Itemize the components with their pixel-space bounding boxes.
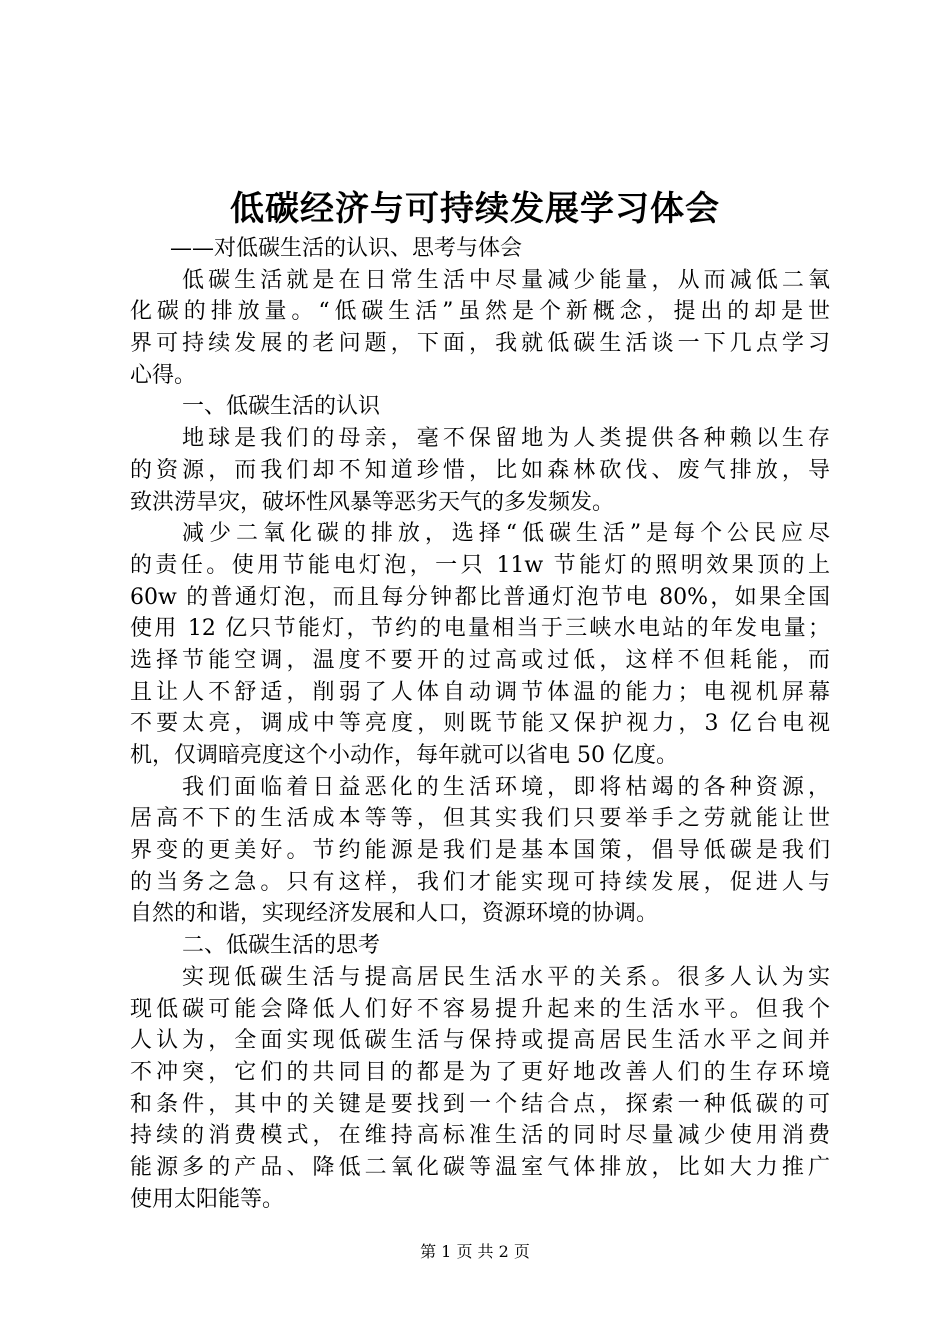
body-line: 不冲突，它们的共同目的都是为了更好地改善人们的生存环境 [130, 1059, 830, 1085]
body-line: 选择节能空调，温度不要开的过高或过低，这样不但耗能，而 [130, 647, 830, 673]
document-body [130, 233, 830, 1215]
body-line: 机，仅调暗亮度这个小动作，每年就可以省电 50 亿度。 [130, 743, 678, 768]
body-line: 且让人不舒适，削弱了人体自动调节体温的能力；电视机屏幕 [130, 679, 830, 705]
body-line: 界可持续发展的老问题，下面，我就低碳生活谈一下几点学习 [130, 331, 830, 357]
body-line: 的责任。使用节能电灯泡，一只 11w 节能灯的照明效果顶的上 [130, 552, 830, 578]
body-line: 人认为，全面实现低碳生活与保持或提高居民生活水平之间并 [130, 1028, 830, 1054]
body-line: 使用太阳能等。 [130, 1186, 285, 1212]
body-line: 化碳的排放量。“低碳生活”虽然是个新概念，提出的却是世 [130, 299, 830, 325]
body-line: 使用 12 亿只节能灯，节约的电量相当于三峡水电站的年发电量； [130, 616, 830, 642]
body-line: 低碳生活就是在日常生活中尽量减少能量，从而减低二氧 [182, 267, 830, 293]
section-heading: 二、低碳生活的思考 [182, 933, 381, 959]
body-line: 现低碳可能会降低人们好不容易提升起来的生活水平。但我个 [130, 996, 830, 1022]
section-heading: 一、低碳生活的认识 [182, 394, 381, 420]
document-title: 低碳经济与可持续发展学习体会 [230, 189, 720, 229]
body-line: 居高不下的生活成本等等，但其实我们只要举手之劳就能让世 [130, 806, 830, 832]
body-line: 持续的消费模式，在维持高标准生活的同时尽量减少使用消费 [130, 1123, 830, 1149]
body-line: 能源多的产品、降低二氧化碳等温室气体排放，比如大力推广 [130, 1154, 830, 1180]
body-line: 界变的更美好。节约能源是我们是基本国策，倡导低碳是我们 [130, 838, 830, 864]
body-line: 自然的和谐，实现经济发展和人口，资源环境的协调。 [130, 901, 659, 927]
body-line: 减少二氧化碳的排放，选择“低碳生活”是每个公民应尽 [182, 521, 830, 547]
body-line: 的当务之急。只有这样，我们才能实现可持续发展，促进人与 [130, 869, 830, 895]
body-line: 心得。 [130, 362, 197, 388]
body-line: 我们面临着日益恶化的生活环境，即将枯竭的各种资源， [182, 774, 830, 800]
body-line: 致洪涝旱灾，破坏性风暴等恶劣天气的多发频发。 [130, 489, 615, 515]
body-line: 和条件，其中的关键是要找到一个结合点，探索一种低碳的可 [130, 1091, 830, 1117]
body-line: 地球是我们的母亲，毫不保留地为人类提供各种赖以生存 [182, 426, 830, 452]
body-line: 不要太亮，调成中等亮度，则既节能又保护视力，3 亿台电视 [130, 711, 830, 737]
body-line: 的资源，而我们却不知道珍惜，比如森林砍伐、废气排放，导 [130, 457, 830, 483]
document-subtitle: ——对低碳生活的认识、思考与体会 [170, 236, 523, 261]
body-line: 60w 的普通灯泡，而且每分钟都比普通灯泡节电 80%，如果全国 [130, 584, 830, 610]
body-line: 实现低碳生活与提高居民生活水平的关系。很多人认为实 [182, 964, 830, 990]
page-number: 第 1 页 共 2 页 [420, 1242, 530, 1261]
